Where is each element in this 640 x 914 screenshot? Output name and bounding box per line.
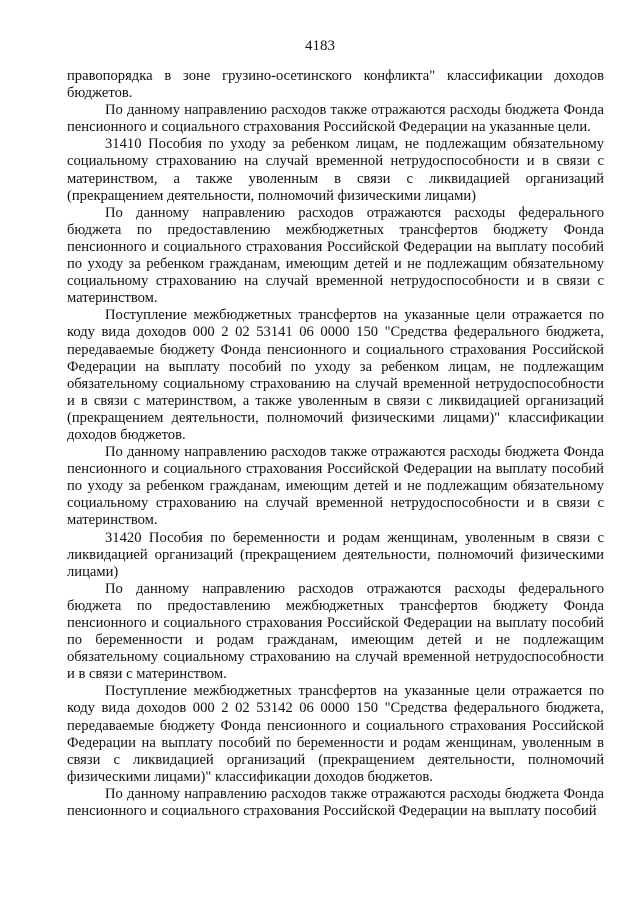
paragraph-8: По данному направлению расходов отражаются расходы федерального бюджета по предоставлению межбюджетных трансфертов бюджету Фонда пенсионного и социального страхования Российской Федерации на выплату пособий по беременности и родам гражданам, имеющим детей и не подлежащим обязательному социальному страхованию на случай временной нетрудоспособности и в связи с материнством. — [67, 580, 604, 683]
paragraph-10: По данному направлению расходов также отражаются расходы бюджета Фонда пенсионного и социального страхования Российской Федерации на выплату пособий — [67, 785, 604, 820]
paragraph-9: Поступление межбюджетных трансфертов на указанные цели отражается по коду вида доходов 000 2 02 53142 06 0000 150 "Средства федерального бюджета, передаваемые бюджету Фонда пенсионного и социального страхования Российской Федерации на выплату пособий по беременности и родам женщинам, уволенным в связи с ликвидацией организаций (прекращением деятельности, полномочий физическими лицами)" классификации доходов бюджетов. — [67, 683, 604, 785]
page-number: 4183 — [305, 38, 335, 54]
paragraph-7: 31420 Пособия по беременности и родам женщинам, уволенным в связи с ликвидацией организаций (прекращением деятельности, полномочий физическими лицами) — [67, 529, 604, 580]
paragraph-3: 31410 Пособия по уходу за ребенком лицам, не подлежащим обязательному социальному страхованию на случай временной нетрудоспособности и в связи с материнством, а также уволенным в связи с ликвидацией организаций (прекращением деятельности, полномочий физическими лицами) — [67, 136, 604, 204]
paragraph-2: По данному направлению расходов также отражаются расходы бюджета Фонда пенсионного и социального страхования Российской Федерации на указанные цели. — [67, 102, 604, 136]
paragraph-4: По данному направлению расходов отражаются расходы федерального бюджета по предоставлению межбюджетных трансфертов бюджету Фонда пенсионного и социального страхования Российской Федерации на выплату пособий по уходу за ребенком гражданам, имеющим детей и не подлежащим обязательному социальному страхованию на случай временной нетрудоспособности и в связи с материнством. — [67, 204, 604, 307]
paragraph-5: Поступление межбюджетных трансфертов на указанные цели отражается по коду вида доходов 000 2 02 53141 06 0000 150 "Средства федерального бюджета, передаваемые бюджету Фонда пенсионного и социального страхования Российской Федерации на выплату пособий по уходу за ребенком лицам, не подлежащим обязательному социальному страхованию на случай временной нетрудоспособности и в связи с материнством, а также уволенным в связи с ликвидацией организаций (прекращением деятельности, полномочий физическими лицами)" классификации доходов бюджетов. — [67, 307, 604, 443]
paragraph-6: По данному направлению расходов также отражаются расходы бюджета Фонда пенсионного и социального страхования Российской Федерации на выплату пособий по уходу за ребенком гражданам, имеющим детей и не подлежащим обязательному социальному страхованию на случай временной нетрудоспособности и в связи с материнством. — [67, 444, 604, 529]
paragraph-1: правопорядка в зоне грузино-осетинского конфликта" классификации доходов бюджетов. — [67, 68, 604, 102]
document-body — [67, 68, 604, 820]
